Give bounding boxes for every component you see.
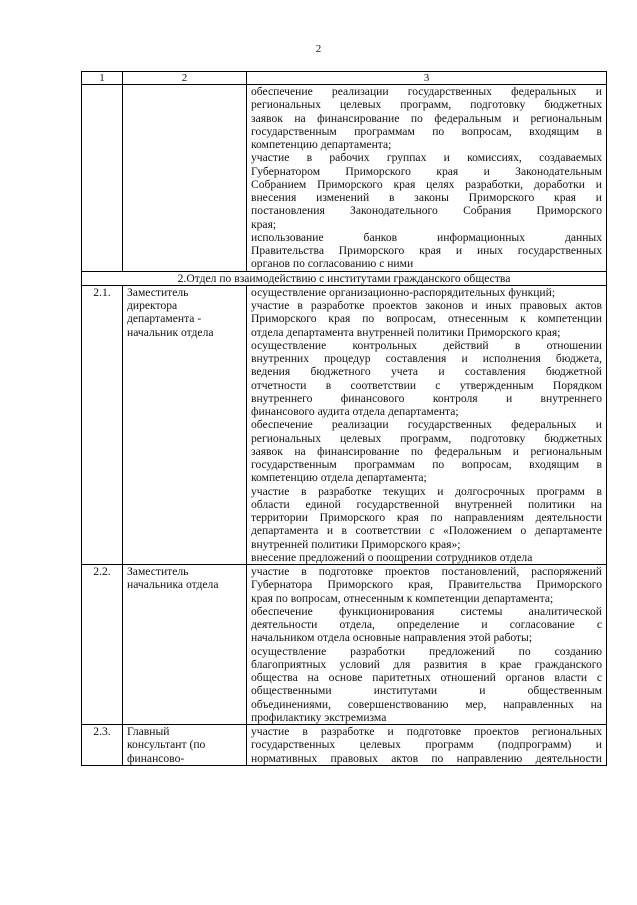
row-number: 2.2. [82,565,123,725]
position-title [123,565,247,725]
duty-line: заявок на финансирование по федеральным и региональным [251,111,602,125]
duty-line: государственных целевых программ (подпрограмм) и [251,738,602,752]
duty-line: внутренней политики Приморского края»; [251,537,461,551]
position-title [123,725,247,766]
duty-line: обеспечение реализации государственных федеральных и [251,418,602,432]
duty-line: участие в разработке проектов законов и иных правовых актов [251,299,602,312]
section-row [82,271,607,285]
duty-line: начальником отдела основные направления этой работы; [251,631,533,645]
duty-line: компетенцию департамента; [251,138,392,151]
duty-line: Приморского края по вопросам, отнесенным к компетенции [251,312,602,326]
position-line: Заместитель [127,565,189,578]
duties-table [81,71,607,766]
duty-line: деятельности отдела, определение и согласование с [251,618,602,631]
continuation-row [82,85,607,272]
page-number: 2 [315,43,322,55]
duty-line: использование банков информационных данных [251,230,602,244]
duty-line: внутреннего финансового контроля и внутреннего [251,391,602,405]
duty-line: отчетности в соответствии с утвержденным Порядком [251,378,602,392]
column-header-3: 3 [247,72,607,85]
position-line: департамента - [127,312,202,326]
duty-line: области единой государственной внутренней политики на [251,497,602,511]
duty-line: департамента и в соответствии с «Положением о департаменте [251,524,602,538]
duty-line: региональных целевых программ, подготовку бюджетных [251,98,602,112]
rows-body [82,285,607,765]
duty-line: края; [251,217,277,231]
position-line: Заместитель [127,285,189,299]
duty-line: осуществление организационно-распорядительных функций; [251,285,556,299]
position-line: начальник отдела [127,325,214,339]
table-row [82,725,607,766]
duty-line: заявок на финансирование по федеральным и региональным [251,444,602,458]
duty-line: государственным программам по вопросам, входящим в [251,124,602,138]
table-row [82,285,607,564]
duty-line: внутренних процедур составления и исполнения бюджета, [251,352,602,365]
duty-line: Собранием Приморского края целях разработки, доработки и [251,177,602,191]
duty-line: осуществление контрольных действий в отношении [251,338,602,352]
duties-cell [247,565,607,725]
duty-line: общественными институтами и общественным [251,684,602,698]
duty-line: края по вопросам, отнесенным к компетенции департамента; [251,591,554,605]
duty-line: постановления Законодательного Собрания Приморского [251,204,602,218]
duty-line: отдела департамента внутренней политики Приморского края; [251,325,561,339]
duty-line: осуществление разработки предложений по созданию [251,644,602,658]
position-line: начальника отдела [127,578,219,592]
table-row [82,565,607,725]
duty-line: ведения бюджетного учета и составления бюджетной [251,365,602,379]
duty-line: профилактику экстремизма [251,710,387,724]
duty-line: Правительства Приморского края и иных государственных [251,244,602,257]
duty-line: государственным программам по вопросам, входящим в [251,458,602,471]
duty-line: территории Приморского края по направлениям деятельности [251,511,602,524]
duties-cell [247,285,607,564]
duty-line: региональных целевых программ, подготовку бюджетных [251,431,602,445]
position-line: консультант (по [127,738,206,752]
position-title [123,285,247,564]
duty-line: обеспечение реализации государственных федеральных и [251,85,602,98]
duty-line: участие в рабочих группах и комиссиях, создаваемых [251,151,602,165]
table-header-row [82,72,607,85]
duty-line: участие в разработке текущих и долгосрочных программ в [251,484,602,498]
row-number: 2.3. [82,725,123,766]
duty-line: внесение предложений о поощрении сотрудников отдела [251,550,533,564]
duty-line: нормативных правовых актов по направлению деятельности [251,751,602,765]
duty-line: Губернатора Приморского края, Правительства Приморского [251,578,602,592]
duties-cell [247,725,607,766]
duty-line: участие в разработке и подготовке проектов региональных [251,725,602,738]
continuation-duties-cell [247,85,607,272]
duty-line: компетенцию отдела департамента; [251,471,427,485]
continuation-position-cell [123,85,247,272]
row-number: 2.1. [82,285,123,564]
section-title: 2.Отдел по взаимодействию с институтами гражданского общества [82,271,607,285]
column-header-2: 2 [123,72,247,85]
duty-line: органов по согласованию с ними [251,257,414,271]
position-line: Главный [127,725,170,738]
column-header-1: 1 [82,72,123,85]
duty-line: объединениями, совершенствованию мер, направленных на [251,697,602,711]
position-line: директора [127,299,178,312]
duty-line: внесения изменений в законы Приморского края и [251,191,602,204]
duty-line: финансового аудита отдела департамента; [251,405,459,418]
duty-line: участие в подготовке проектов постановлений, распоряжений [251,565,602,578]
duty-line: благоприятных условий для развития в крае гражданского [251,657,602,671]
duty-line: Губернатором Приморского края и Законодательным [251,164,602,178]
continuation-num-cell [82,85,123,272]
duty-line: общества на основе паритетных отношений органов власти с [251,671,602,684]
position-line: финансово- [127,751,185,765]
duty-line: обеспечение функционирования системы аналитической [251,604,602,618]
